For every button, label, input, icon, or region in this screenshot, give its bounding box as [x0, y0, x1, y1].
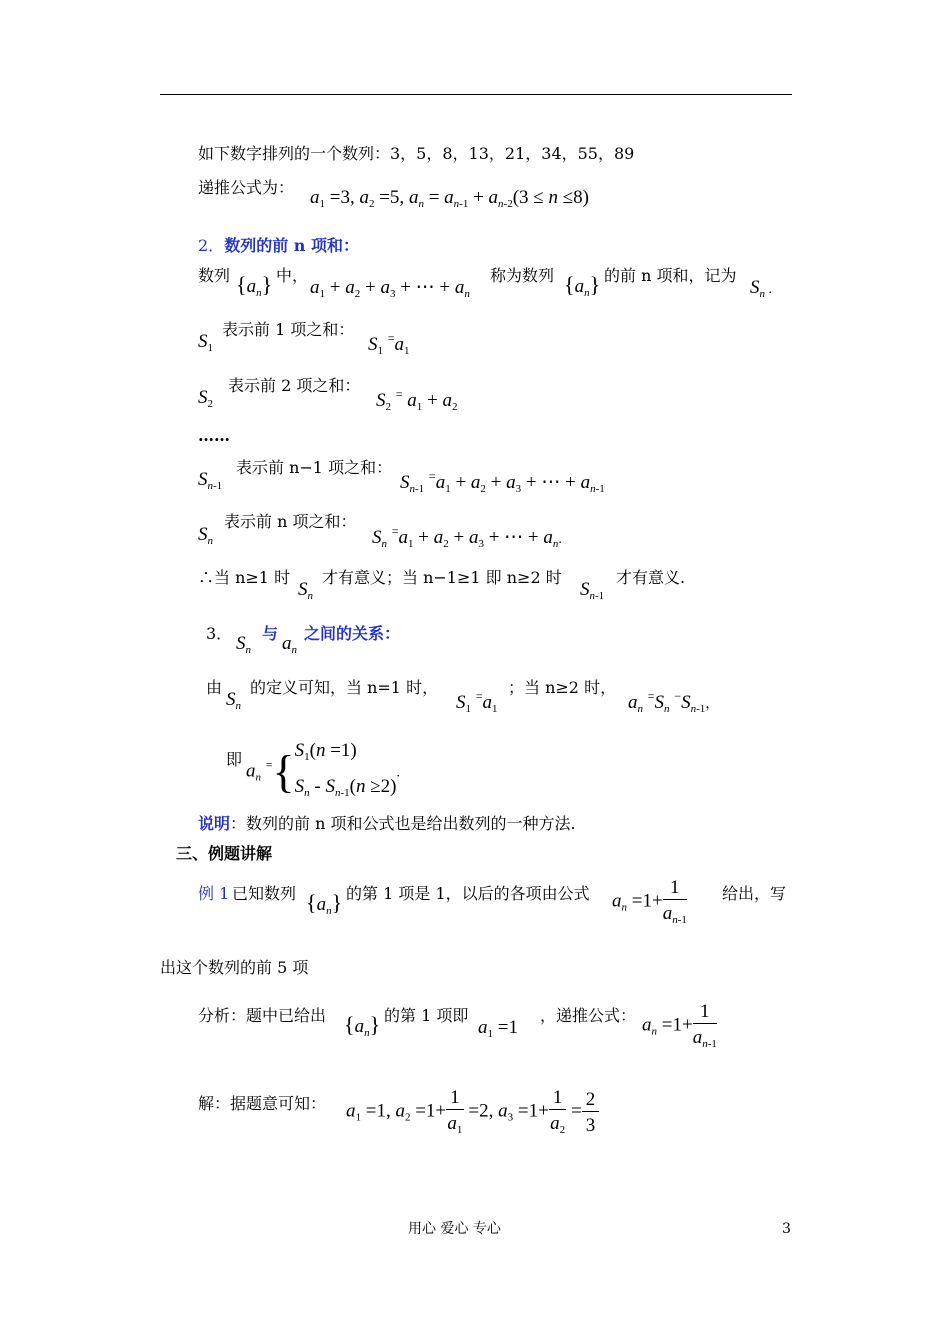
sn1-text: 表示前 n−1 项之和：	[236, 458, 393, 477]
section3-and: 与	[262, 624, 279, 643]
s1-text: 表示前 1 项之和：	[222, 320, 355, 339]
sn-formula: $S_n$ $^=a_1 + a_2 + a_3$ + ⋯ + $a_n$.	[372, 524, 562, 550]
meaning-a: ∴当 n≥1 时	[198, 568, 291, 587]
s2-text: 表示前 2 项之和：	[228, 376, 361, 395]
analysis-c: ，递推公式：	[540, 1006, 637, 1025]
section2-heading: 2．数列的前 n 项和：	[198, 236, 359, 255]
ex1-recurrence: $a_n =1+$ $\frac{1}{a_{n-1}}$	[612, 877, 687, 926]
header-rule	[160, 94, 792, 95]
examples-heading: 三、例题讲解	[176, 844, 273, 863]
analysis-b: 的第 1 项即	[384, 1006, 469, 1025]
sn-symbol-2: $S_n$	[198, 524, 213, 547]
meaning-b: 才有意义；当 n−1≥1 即 n≥2 时	[322, 568, 562, 587]
page-number: 3	[782, 1221, 791, 1237]
sn-symbol-5: $S_n$	[226, 689, 241, 712]
ellipsis: ……	[198, 426, 230, 445]
def-prefix: 数列	[198, 266, 231, 285]
ex1-d: 出这个数列的前 5 项	[160, 958, 309, 977]
sn-symbol-4: $S_n$	[236, 633, 251, 656]
ex1-c: 给出，写	[722, 884, 787, 903]
def-mid: 中，	[276, 266, 309, 285]
analysis-a1-eq: $a_1 =1$	[478, 1017, 518, 1040]
sn-symbol: $S_n$ .	[750, 277, 772, 300]
s2-formula: $S_2$ = $a_1 + a_2$	[376, 387, 458, 413]
an-symbol: $a_n$	[282, 633, 297, 656]
ex1-a: 已知数列	[232, 884, 297, 903]
footer-slogan: 用心 爱心 专心	[408, 1221, 501, 1237]
sum-expression: $a_1 + a_2 + a_3$ + ⋯ + $a_n$	[310, 277, 470, 300]
recurrence-formula: $a_1 =3$, $a_2 =5$, $a_n = a_{n-1} + a_{n-2}(3 \le n \le 8)$	[310, 187, 589, 210]
from-def-b: 的定义可知，当 n=1 时，	[250, 678, 439, 697]
from-def-c: ；当 n≥2 时，	[508, 678, 617, 697]
sn-symbol-3: $S_n$	[298, 579, 313, 602]
section3-number: 3．	[206, 624, 233, 643]
def-suffix: 的前 n 项和，记为	[604, 266, 737, 285]
note-line: 说明：数列的前 n 项和公式也是给出数列的一种方法.	[198, 814, 576, 833]
sequence-an-set-2: $\{a_n\}$	[564, 272, 601, 299]
analysis-recurrence: $a_n =1+$ $\frac{1}{a_{n-1}}$	[642, 1001, 717, 1050]
sn1-symbol: $S_{n-1}$	[198, 469, 223, 492]
section3-title: 之间的关系：	[304, 624, 401, 643]
piecewise-formula: $a_n$ ={ $S_1(n =1)$ $S_n - S_{n-1}(n \ge 2)$ .	[246, 740, 400, 799]
recurrence-label: 递推公式为：	[198, 178, 295, 197]
an-eq-diff: $a_n$ $^=S_n$ $^-S_{n-1}$，	[628, 689, 720, 715]
ex1-label: 例 1	[198, 884, 230, 903]
sn-text: 表示前 n 项之和：	[224, 512, 357, 531]
solution-formula: $a_1 =1$, $a_2 =1+$ $\frac{1}{a_1}$ =2, $a_3 =1+$ $\frac{1}{a_2}$ = $\frac{2}{3}$	[346, 1088, 599, 1136]
s1-eq-a1: $S_1$ $^=a_1$	[456, 689, 498, 715]
def-called: 称为数列	[490, 266, 555, 285]
sn1-symbol-2: $S_{n-1}$	[580, 579, 605, 602]
s1-formula: $S_1$ $^=a_1$	[368, 331, 410, 357]
sequence-line: 如下数字排列的一个数列：3，5，8，13，21，34，55，89	[198, 144, 635, 163]
sequence-an-set: $\{a_n\}$	[236, 272, 273, 299]
s1-symbol: $S_1$	[198, 331, 213, 354]
analysis-an-set: $\{a_n\}$	[344, 1012, 381, 1039]
from-def-a: 由	[206, 678, 223, 697]
sn1-formula: $S_{n-1}$ $^=a_1 + a_2 + a_3$ + ⋯ + $a_{n-1}$	[400, 469, 605, 495]
ji-label: 即	[226, 750, 243, 769]
analysis-a: 分析：题中已给出	[198, 1006, 327, 1025]
ex1-an-set: $\{a_n\}$	[306, 890, 343, 917]
s2-symbol: $S_2$	[198, 387, 213, 410]
ex1-b: 的第 1 项是 1，以后的各项由公式	[346, 884, 590, 903]
solution-label: 解：据题意可知：	[198, 1094, 327, 1113]
meaning-c: 才有意义.	[616, 568, 686, 587]
